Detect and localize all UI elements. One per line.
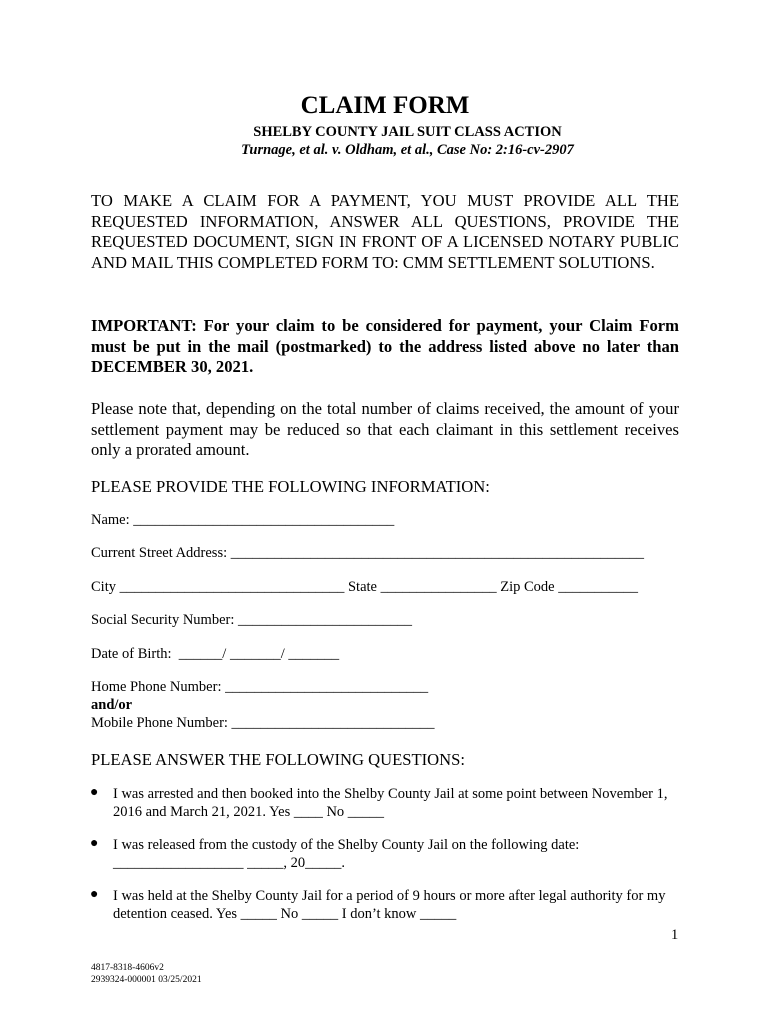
bullet-dot-icon: ● — [90, 887, 99, 902]
document-reference: 2939324-000001 03/25/2021 — [91, 975, 202, 985]
questions-heading: PLEASE ANSWER THE FOLLOWING QUESTIONS: — [91, 750, 465, 769]
question-release-date[interactable]: I was released from the custody of the Shelby County Jail on the following date: __________________ _____, 20_____. — [113, 837, 580, 871]
info-section-heading: PLEASE PROVIDE THE FOLLOWING INFORMATION: — [91, 477, 490, 496]
name-field[interactable]: Name: ____________________________________ — [91, 512, 395, 528]
important-notice: IMPORTANT: For your claim to be considered for payment, your Claim Form must be put in the mail (postmarked) to the address listed above no later than DECEMBER 30, 2021. — [91, 316, 679, 377]
proration-note: Please note that, depending on the total number of claims received, the amount of your settlement payment may be reduced so that each claimant in this settlement receives only a prorated amount. — [91, 399, 679, 460]
form-title: CLAIM FORM — [300, 92, 470, 119]
document-id: 4817-8318-4606v2 — [91, 963, 164, 973]
bullet-dot-icon: ● — [90, 836, 99, 851]
bullet-dot-icon: ● — [90, 785, 99, 800]
ssn-field[interactable]: Social Security Number: ________________________ — [91, 612, 412, 628]
question-arrested[interactable]: I was arrested and then booked into the Shelby County Jail at some point between November 1, 2016 and March 21, 2021. Yes ____ No _____ — [113, 786, 668, 820]
mobile-phone-field[interactable]: Mobile Phone Number: ____________________________ — [91, 715, 435, 731]
city-state-zip-field[interactable]: City _______________________________ State ________________ Zip Code ___________ — [91, 579, 638, 595]
home-phone-field[interactable]: Home Phone Number: ____________________________ — [91, 679, 429, 695]
instructions-paragraph: TO MAKE A CLAIM FOR A PAYMENT, YOU MUST PROVIDE ALL THE REQUESTED INFORMATION, ANSWER ALL QUESTIONS, PROVIDE THE REQUESTED DOCUMENT, SIGN IN FRONT OF A LICENSED NOTARY PUBLIC AND MAIL THIS COMPLETED FORM TO: CMM SETTLEMENT SOLUTIONS. — [91, 191, 679, 273]
page-number: 1 — [671, 927, 679, 943]
andor-label: and/or — [91, 697, 133, 713]
street-address-field[interactable]: Current Street Address: _________________________________________________________ — [91, 545, 644, 561]
case-subtitle: SHELBY COUNTY JAIL SUIT CLASS ACTION — [253, 124, 562, 140]
date-of-birth-field[interactable]: Date of Birth: ______/ _______/ _______ — [91, 646, 340, 662]
case-caption: Turnage, et al. v. Oldham, et al., Case No: 2:16-cv-2907 — [241, 142, 574, 158]
question-held-9-hours[interactable]: I was held at the Shelby County Jail for a period of 9 hours or more after legal authority for my detention ceased. Yes _____ No _____ I don’t know _____ — [113, 888, 666, 922]
